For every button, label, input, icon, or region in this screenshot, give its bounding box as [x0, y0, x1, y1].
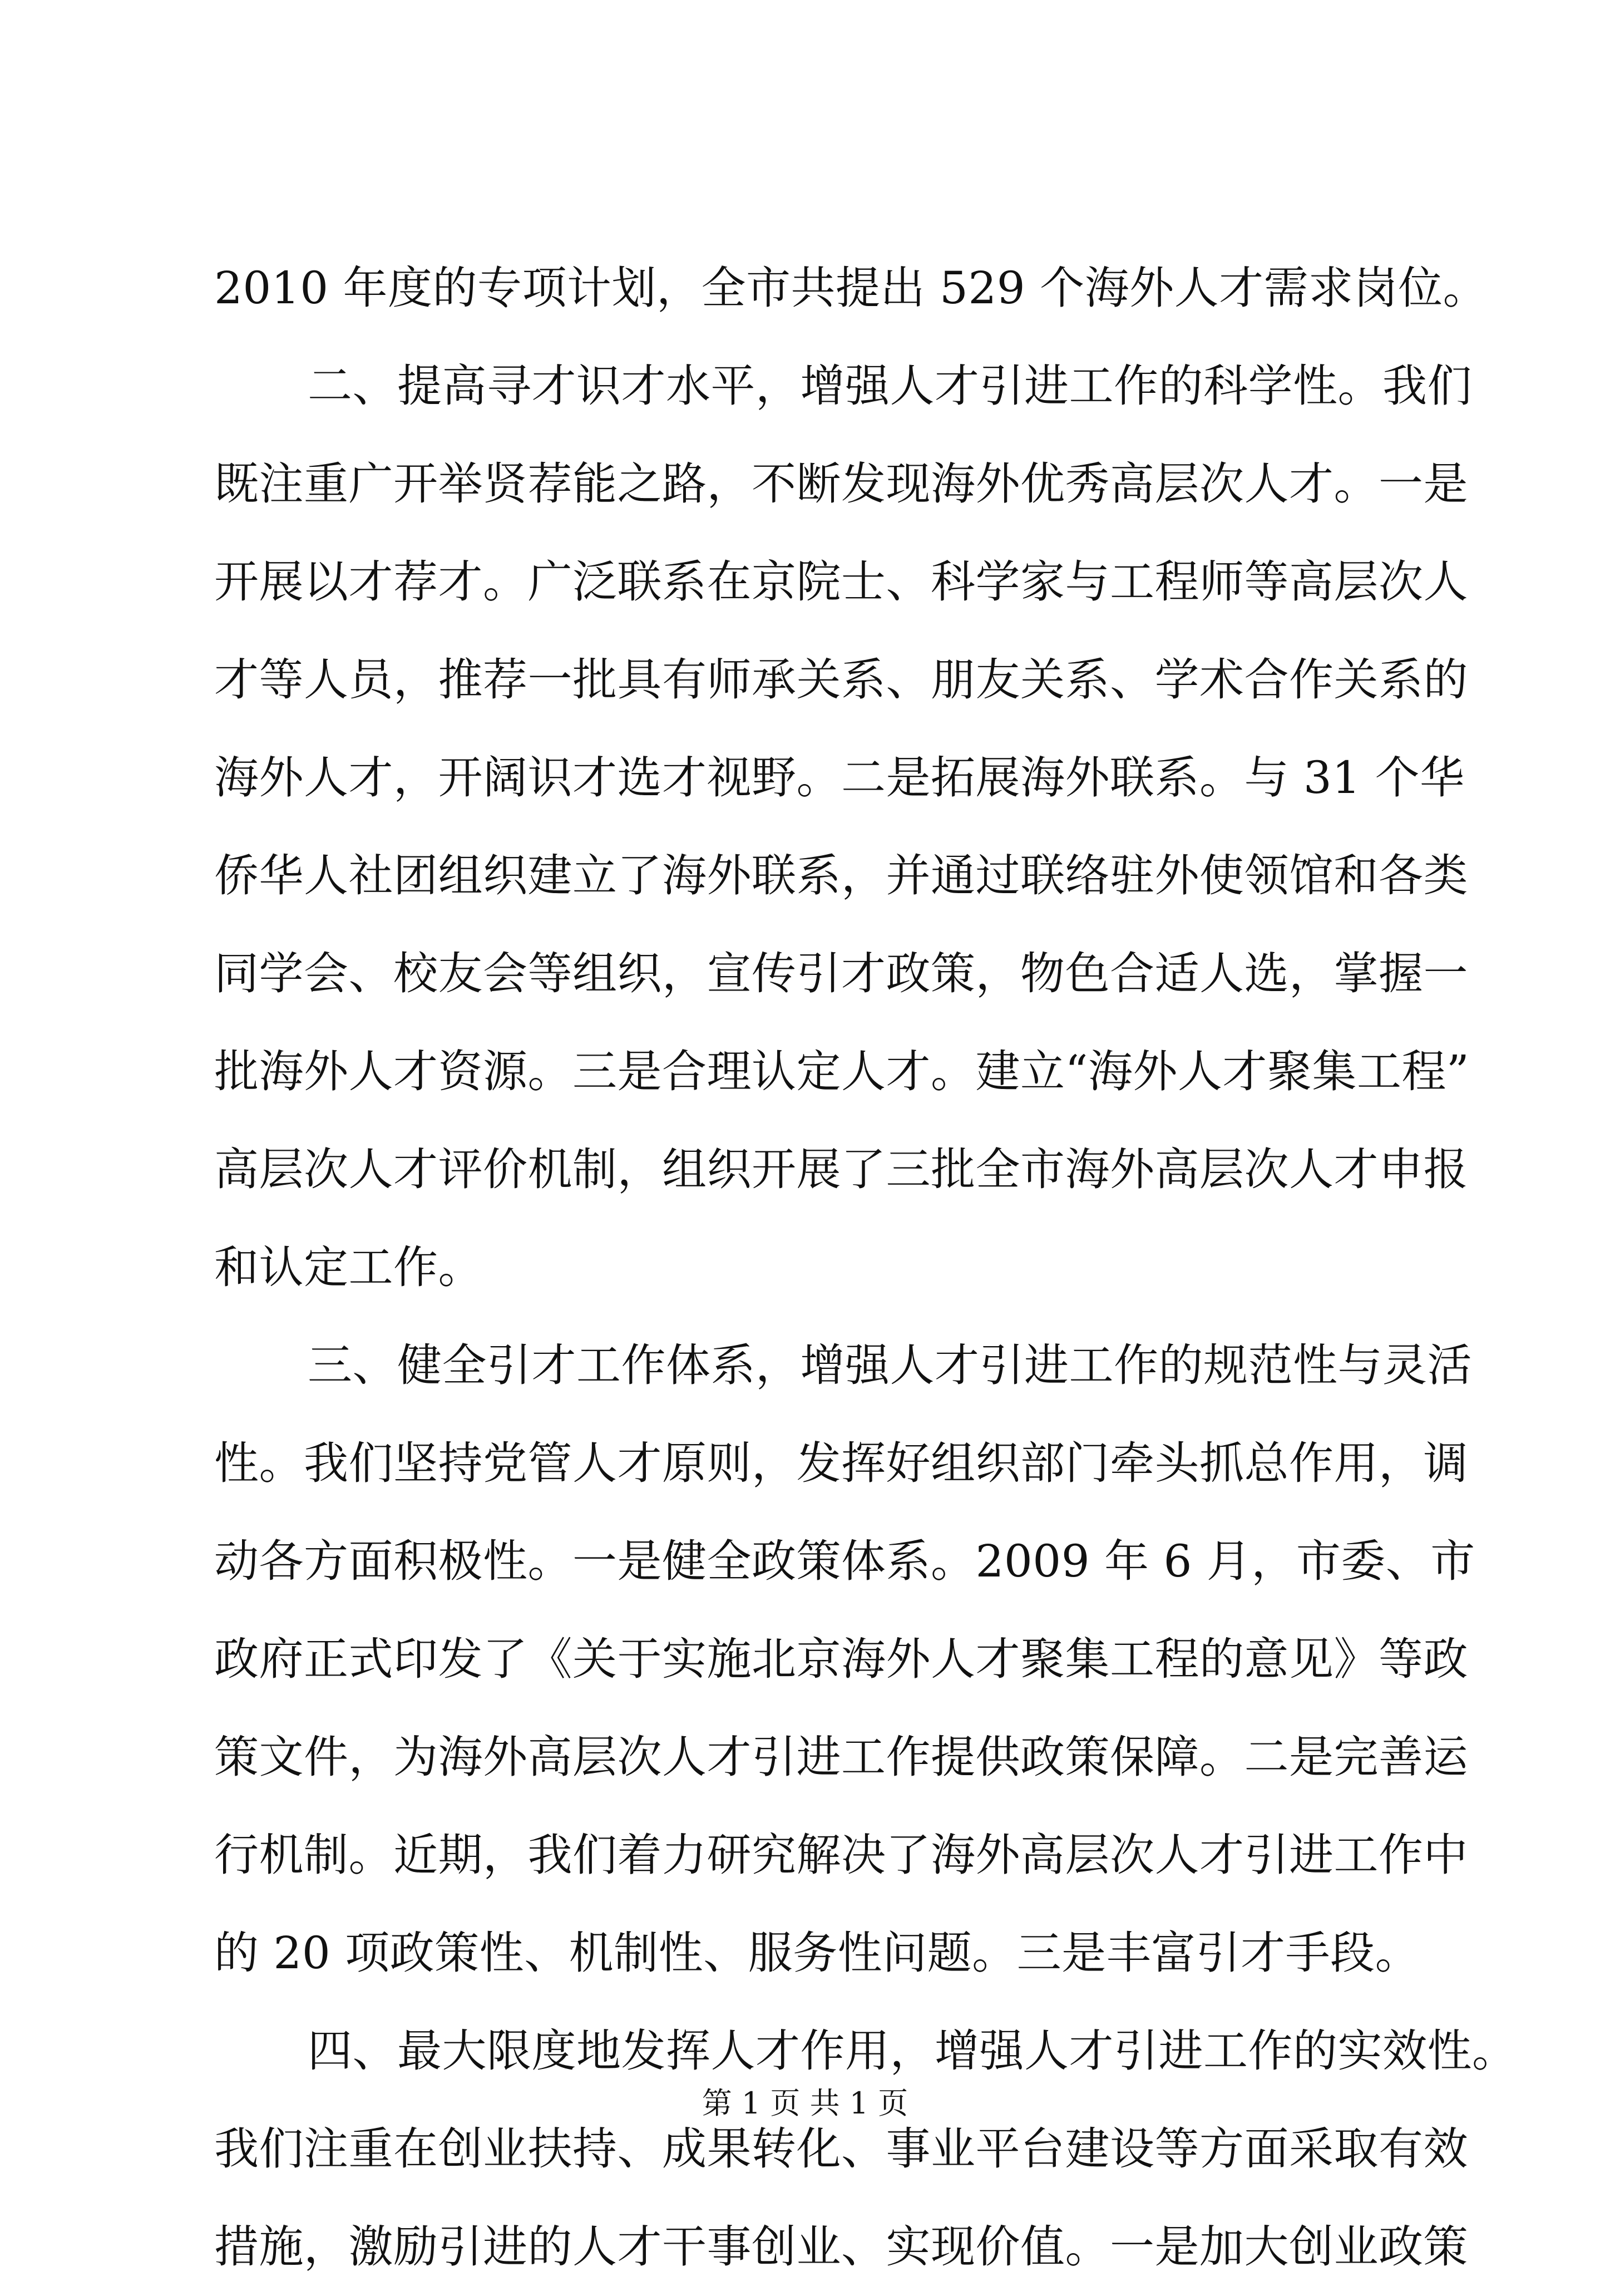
- text-line: 批海外人才资源。三是合理认定人才。建立“海外人才聚集工程”: [214, 1046, 1470, 1097]
- text-line: 二、提高寻才识才水平，增强人才引进工作的科学性。我们: [308, 360, 1472, 412]
- text-line: 动各方面积极性。一是健全政策体系。2009 年 6 月，市委、市: [214, 1535, 1475, 1587]
- text-line: 开展以才荐才。广泛联系在京院士、科学家与工程师等高层次人: [214, 556, 1468, 608]
- text-line: 政府正式印发了《关于实施北京海外人才聚集工程的意见》等政: [214, 1633, 1468, 1685]
- text-line: 2010 年度的专项计划，全市共提出 529 个海外人才需求岗位。: [214, 262, 1488, 314]
- page-footer: 第 1 页 共 1 页: [702, 2086, 908, 2121]
- text-line: 三、健全引才工作体系，增强人才引进工作的规范性与灵活: [308, 1339, 1472, 1391]
- document-body: [214, 239, 1517, 2296]
- text-line: 既注重广开举贤荐能之路，不断发现海外优秀高层次人才。一是: [214, 458, 1468, 510]
- text-line: 的 20 项政策性、机制性、服务性问题。三是丰富引才手段。: [214, 1927, 1420, 1979]
- text-line: 我们注重在创业扶持、成果转化、事业平台建设等方面采取有效: [214, 2123, 1468, 2175]
- text-line: 性。我们坚持党管人才原则，发挥好组织部门牵头抓总作用，调: [214, 1437, 1468, 1489]
- text-line: 侨华人社团组织建立了海外联系，并通过联络驻外使领馆和各类: [214, 850, 1468, 901]
- text-line: 措施，激励引进的人才干事创业、实现价值。一是加大创业政策: [214, 2221, 1468, 2273]
- text-line: 策文件，为海外高层次人才引进工作提供政策保障。二是完善运: [214, 1731, 1468, 1783]
- text-line: 海外人才，开阔识才选才视野。二是拓展海外联系。与 31 个华: [214, 752, 1465, 804]
- text-line: 四、最大限度地发挥人才作用，增强人才引进工作的实效性。: [308, 2025, 1517, 2077]
- text-line: 和认定工作。: [214, 1241, 483, 1293]
- text-line: 行机制。近期，我们着力研究解决了海外高层次人才引进工作中: [214, 1829, 1468, 1881]
- text-line: 同学会、校友会等组织，宣传引才政策，物色合适人选，掌握一: [214, 948, 1468, 999]
- text-line: 才等人员，推荐一批具有师承关系、朋友关系、学术合作关系的: [214, 654, 1468, 706]
- text-line: 高层次人才评价机制，组织开展了三批全市海外高层次人才申报: [214, 1144, 1468, 1195]
